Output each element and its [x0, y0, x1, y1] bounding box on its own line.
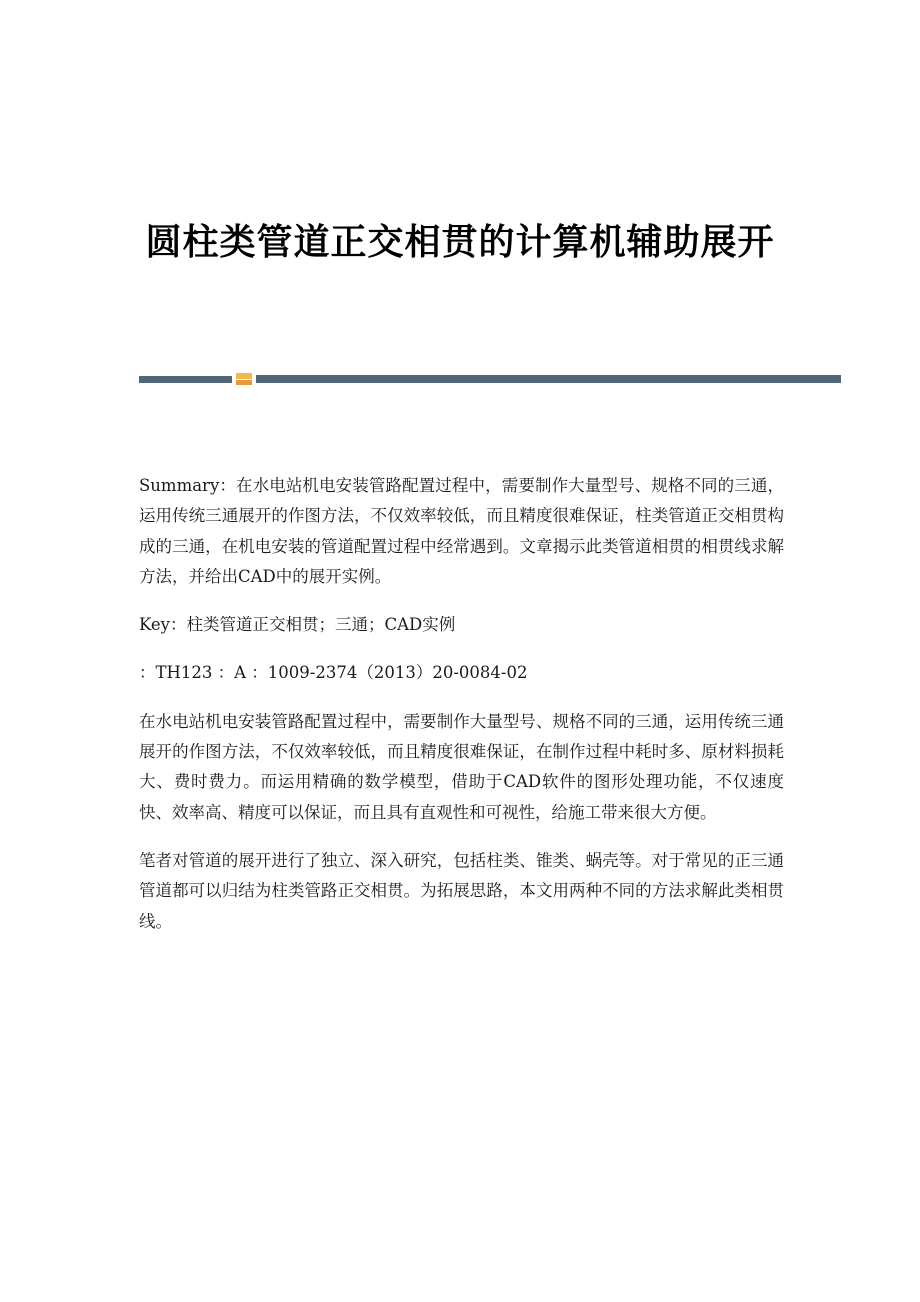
- divider-bar-right: [256, 375, 841, 383]
- emblem-bottom: [236, 380, 252, 385]
- title-divider: [139, 375, 841, 384]
- summary-paragraph: Summary：在水电站机电安装管路配置过程中，需要制作大量型号、规格不同的三通，运用传统三通展开的作图方法，不仅效率较低，而且精度很难保证，柱类管道正交相贯构成的三通，在机电安装的管道配置过程中经常遇到。文章揭示此类管道相贯的相贯线求解方法，并给出CAD中的展开实例。: [139, 476, 784, 586]
- emblem-top: [236, 373, 252, 379]
- classification-line: ：TH123 ：A ：1009-2374（2013）20-0084-02: [139, 663, 528, 683]
- divider-bar-left: [139, 376, 232, 383]
- body-paragraph-2: 笔者对管道的展开进行了独立、深入研究，包括柱类、锥类、蜗壳等。对于常见的正三通管道都可以归结为柱类管路正交相贯。为拓展思路，本文用两种不同的方法求解此类相贯线。: [139, 850, 784, 931]
- divider-emblem-icon: [236, 373, 252, 385]
- keywords-line: Key：柱类管道正交相贯；三通；CAD实例: [139, 615, 456, 635]
- document-title: 圆柱类管道正交相贯的计算机辅助展开: [145, 222, 775, 263]
- body-paragraph-1: 在水电站机电安装管路配置过程中，需要制作大量型号、规格不同的三通，运用传统三通展开的作图方法，不仅效率较低，而且精度很难保证，在制作过程中耗时多、原材料损耗大、费时费力。而运用精确的数学模型，借助于CAD软件的图形处理功能，不仅速度快、效率高、精度可以保证，而且具有直观性和可视性，给施工带来很大方便。: [139, 711, 784, 822]
- document-body: [139, 471, 784, 955]
